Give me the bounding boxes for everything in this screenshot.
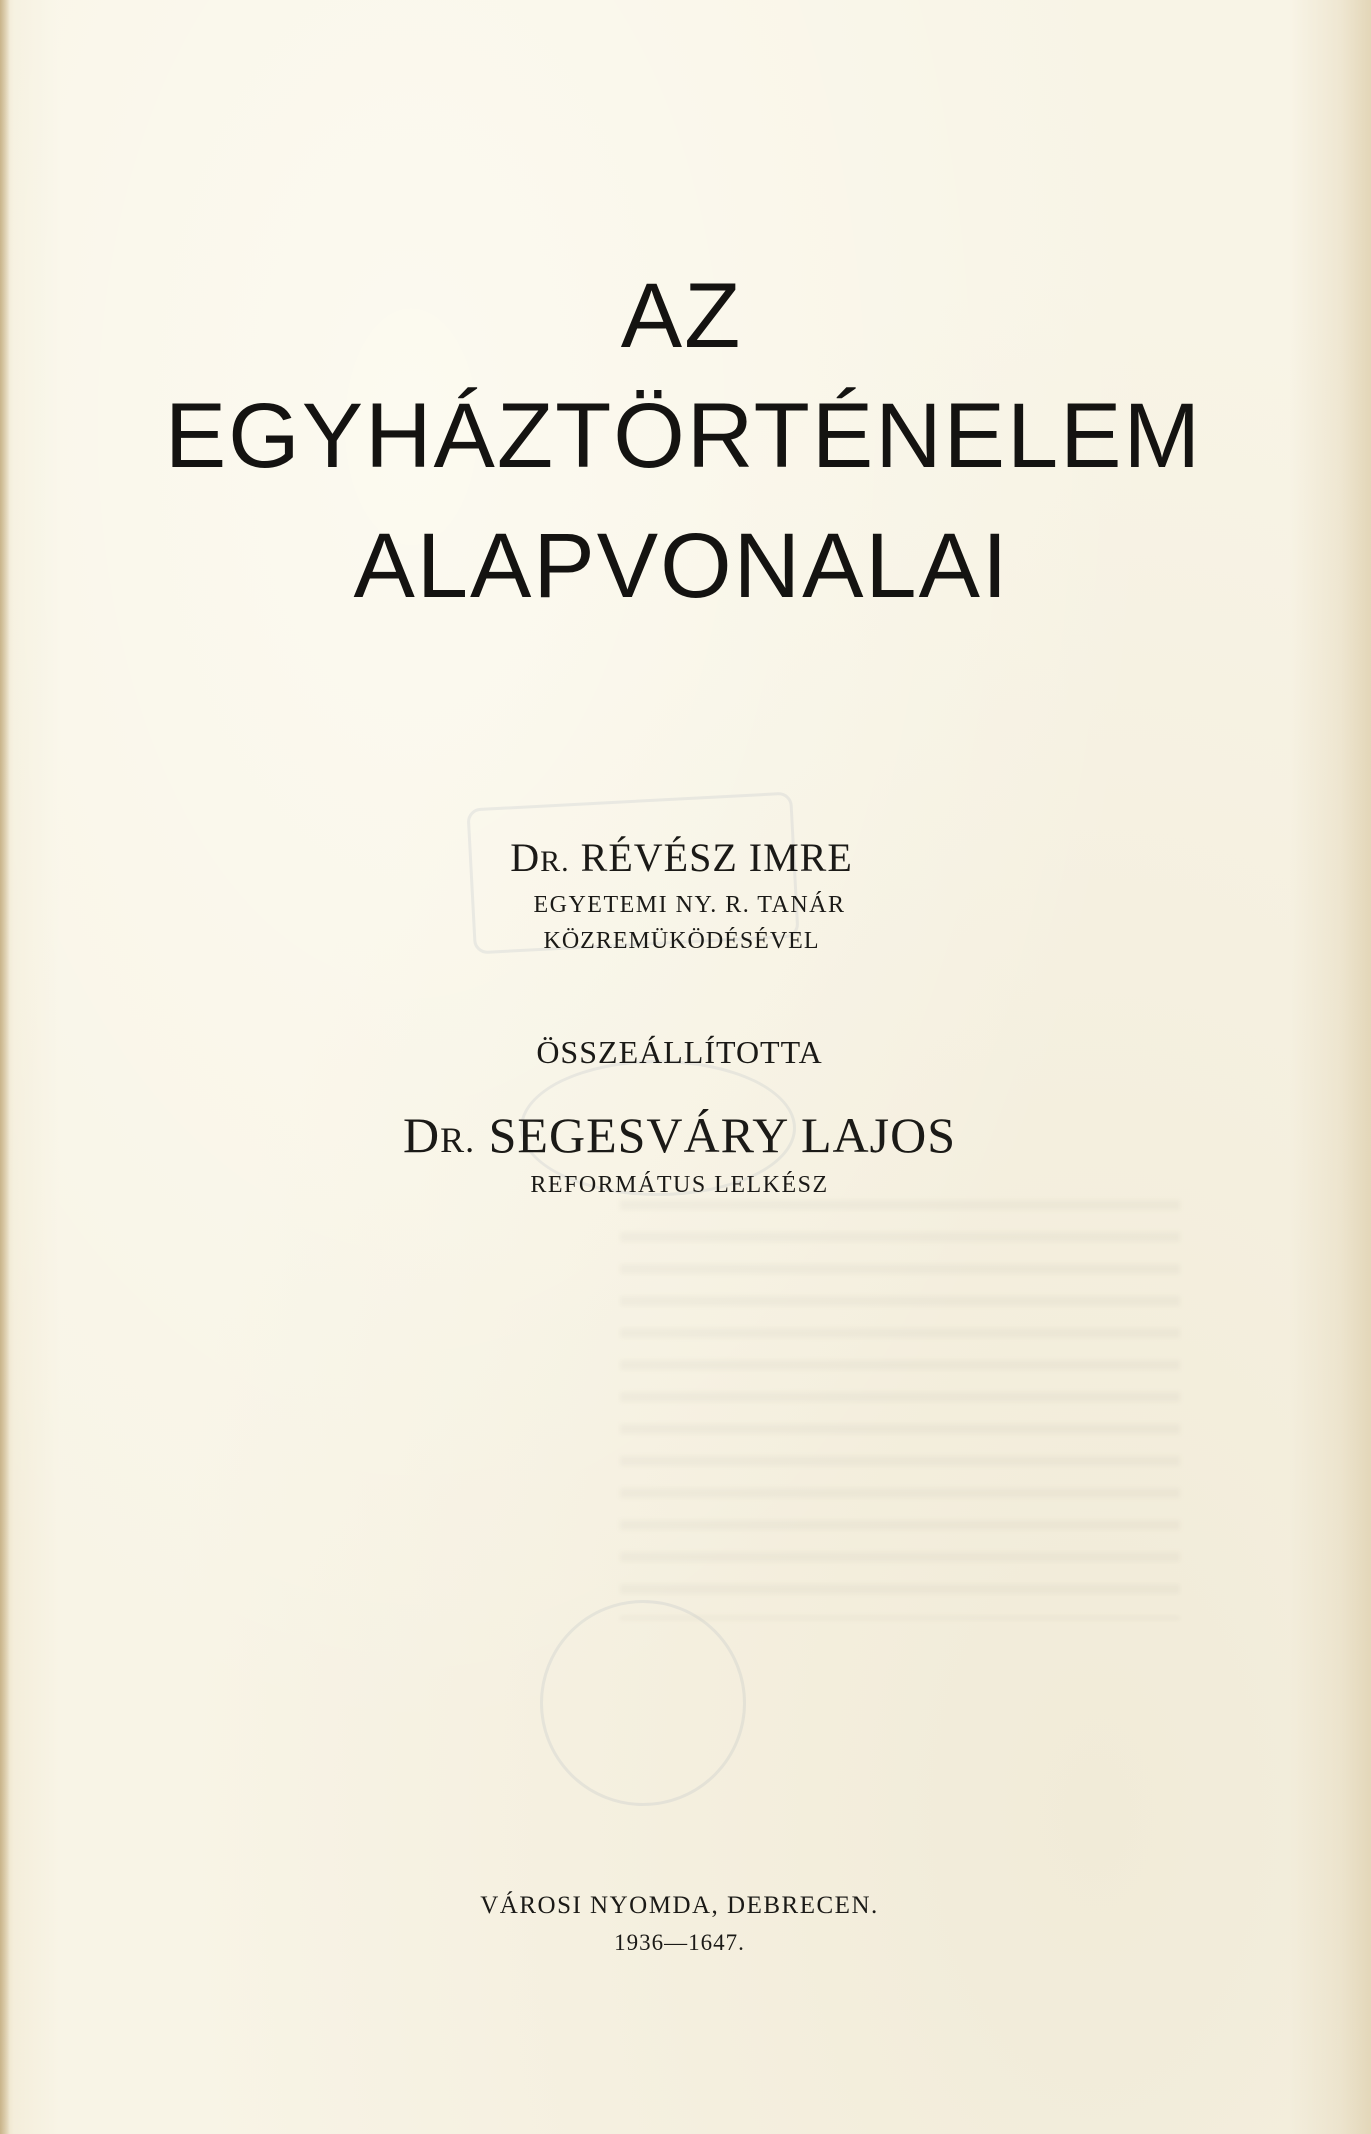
imprint-print-number: 1936—1647. (614, 1930, 745, 1955)
imprint-printer: VÁROSI NYOMDA, DEBRECEN. (480, 1892, 879, 1919)
contributor-prefix-r: R. (540, 845, 570, 878)
contributor-role-line-2: KÖZREMÜKÖDÉSÉVEL (543, 928, 820, 954)
bleed-through-text (620, 1200, 1180, 1620)
contributor-prefix-d: D (510, 835, 541, 880)
contributor-role-line-1: EGYETEMI NY. R. TANÁR (533, 892, 846, 918)
contributor-name (0, 834, 1367, 881)
compiler-name (0, 1106, 1365, 1164)
title-line-1: AZ (620, 265, 743, 367)
title-line-3: ALAPVONALAI (353, 515, 1010, 617)
compiler-role: REFORMÁTUS LELKÉSZ (530, 1172, 829, 1198)
compiler-name-text: SEGESVÁRY LAJOS (488, 1107, 957, 1163)
compiled-by-label: ÖSSZEÁLLÍTOTTA (536, 1034, 823, 1070)
round-stamp-faint (540, 1600, 746, 1806)
title-line-2: EGYHÁZTÖRTÉNELEM (164, 385, 1203, 487)
compiler-prefix-d: D (402, 1107, 441, 1163)
compiler-prefix-r: R. (440, 1120, 476, 1160)
contributor-name-text: RÉVÉSZ IMRE (580, 835, 853, 880)
